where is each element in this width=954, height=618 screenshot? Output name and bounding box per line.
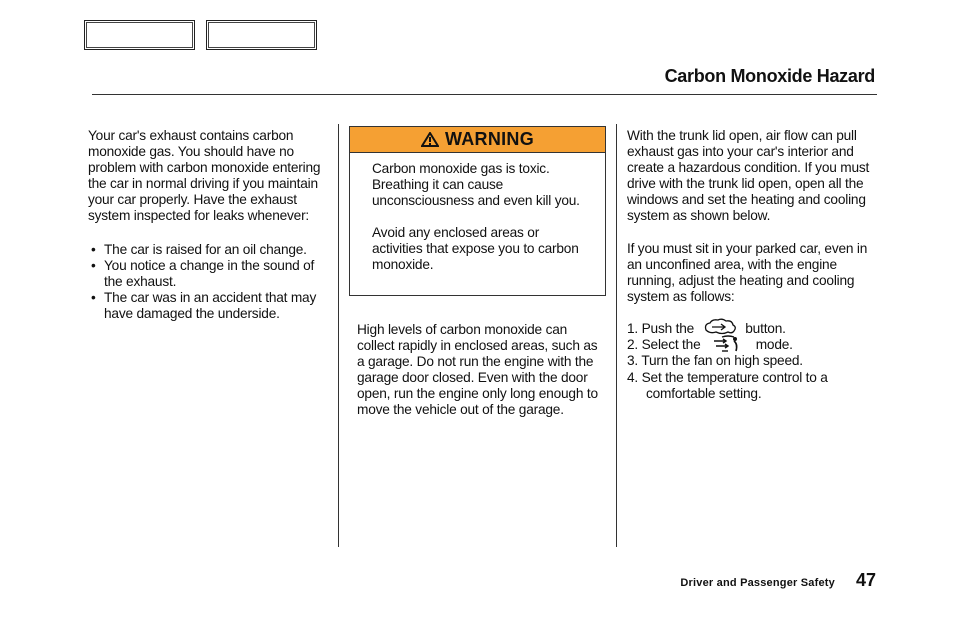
middle-paragraph: High levels of carbon monoxide can collect rapidly in enclosed areas, such as a garage. Do not run the engine with the garage door closed. Even with the door open, run the engine only long enough to move the vehicle out of the garage. bbox=[357, 322, 598, 418]
page-number: 47 bbox=[855, 570, 876, 590]
bullet-text: You notice a change in the sound of the exhaust. bbox=[104, 257, 315, 289]
list-item bbox=[627, 370, 877, 402]
left-column bbox=[88, 128, 328, 322]
title-divider bbox=[92, 94, 877, 95]
nav-tab-box-left[interactable] bbox=[84, 20, 195, 50]
warning-paragraph: Carbon monoxide gas is toxic. Breathing it can cause unconsciousness and even kill you. bbox=[372, 161, 580, 209]
bullet-dot: • bbox=[91, 241, 96, 257]
step-text: 2. Select the bbox=[627, 337, 701, 353]
list-item bbox=[627, 321, 877, 337]
warning-body bbox=[350, 153, 587, 274]
warning-box bbox=[349, 126, 606, 296]
warning-header bbox=[350, 127, 605, 153]
list-item bbox=[88, 290, 328, 322]
intro-paragraph: Your car's exhaust contains carbon monoxide gas. You should have no problem with carbon monoxide entering the car in normal driving if you maintain your car properly. Have the exhaust system inspected for leaks whenever: bbox=[88, 128, 321, 224]
nav-tab-box-right[interactable] bbox=[206, 20, 317, 50]
bullet-list bbox=[88, 242, 328, 322]
list-item: 3. Turn the fan on high speed. bbox=[627, 353, 803, 369]
warning-paragraph: Avoid any enclosed areas or activities that expose you to carbon monoxide. bbox=[372, 225, 579, 273]
step-text: 4. Set the temperature control to a bbox=[627, 369, 828, 385]
warning-triangle-icon bbox=[421, 132, 439, 147]
bullet-text: The car was in an accident that may have damaged the underside. bbox=[104, 289, 317, 321]
bullet-dot: • bbox=[91, 289, 96, 305]
section-footer-label: Driver and Passenger Safety bbox=[680, 577, 835, 589]
bullet-dot: • bbox=[91, 257, 96, 273]
column-divider-2 bbox=[616, 124, 617, 547]
list-item bbox=[88, 258, 328, 290]
floor-defrost-mode-icon bbox=[708, 333, 748, 353]
page-title: Carbon Monoxide Hazard bbox=[664, 66, 875, 86]
right-paragraph: With the trunk lid open, air flow can pull exhaust gas into your car's interior and create a hazardous condition. If you must drive with the trunk lid open, open all the windows and set the heating and cooling system as shown below. bbox=[627, 128, 870, 224]
right-column bbox=[627, 128, 877, 402]
step-text: comfortable setting. bbox=[646, 385, 762, 401]
step-text: button. bbox=[745, 320, 786, 336]
column-divider-1 bbox=[338, 124, 339, 547]
step-text: 1. Push the bbox=[627, 320, 695, 336]
steps-list bbox=[627, 321, 877, 402]
bullet-text: The car is raised for an oil change. bbox=[104, 241, 307, 257]
warning-label: WARNING bbox=[444, 129, 535, 149]
right-paragraph: If you must sit in your parked car, even in an unconfined area, with the engine running, adjust the heating and cooling system as follows: bbox=[627, 240, 868, 304]
step-text: mode. bbox=[755, 337, 793, 353]
list-item bbox=[88, 242, 328, 258]
list-item bbox=[627, 337, 877, 353]
